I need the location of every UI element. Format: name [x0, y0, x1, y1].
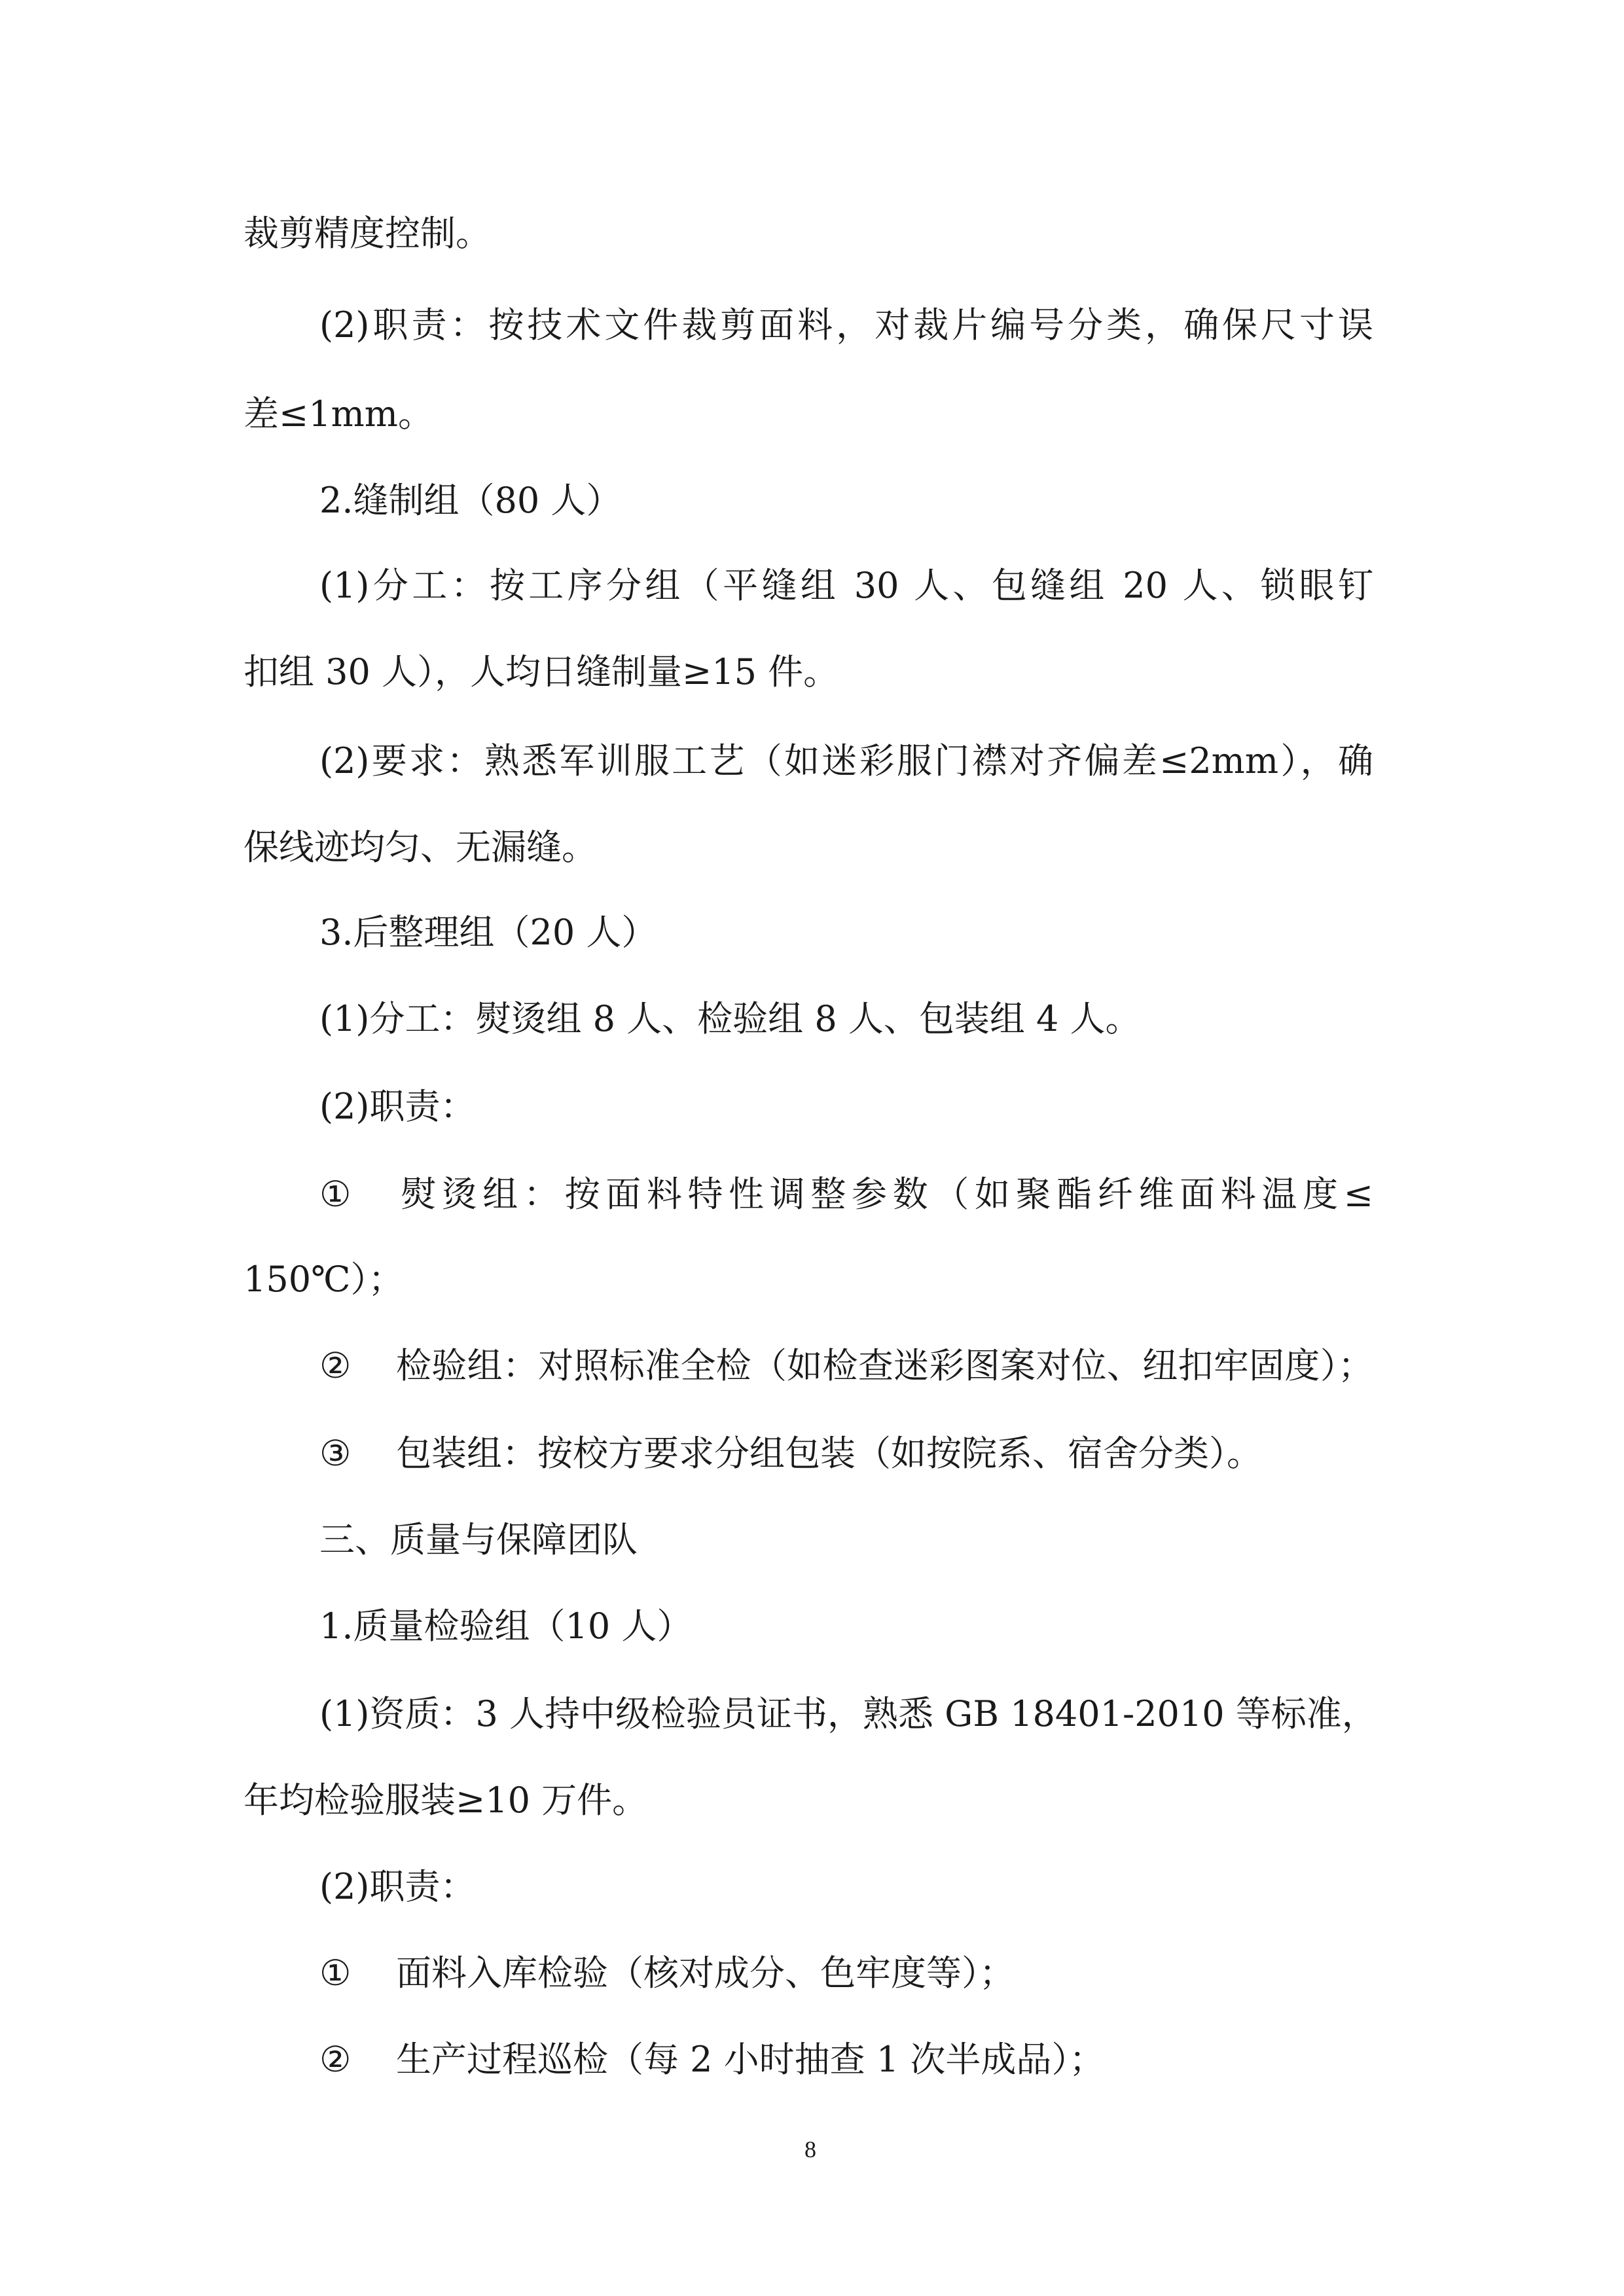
section-heading: 1.质量检验组（10 人） [319, 1605, 693, 1647]
text-line: 裁剪精度控制。 [244, 213, 491, 254]
list-marker: ② [319, 1345, 352, 1386]
list-marker: ① [319, 1952, 352, 1994]
text-line: (2)职责： [319, 1866, 476, 1907]
text-line: (1)资质：3 人持中级检验员证书，熟悉 GB 18401-2010 等标准， [319, 1693, 1377, 1734]
text-line: 扣组 30 人），人均日缝制量≥15 件。 [244, 651, 839, 692]
text-line: 差≤1mm。 [244, 393, 434, 435]
list-marker: ② [319, 2039, 352, 2080]
section-heading: 3.后整理组（20 人） [319, 912, 657, 953]
text-line: (2)职责： [319, 1086, 476, 1127]
text-line: (1)分工：按工序分组（平缝组 30 人、包缝组 20 人、锁眼钉 [319, 565, 1373, 606]
list-item: 检验组：对照标准全检（如检查迷彩图案对位、纽扣牢固度）； [396, 1345, 1373, 1386]
text-line: 150℃）； [244, 1259, 404, 1300]
section-heading: 2.缝制组（80 人） [319, 480, 622, 521]
list-item: 面料入库检验（核对成分、色牢度等）； [396, 1952, 1015, 1994]
text-line: (1)分工：熨烫组 8 人、检验组 8 人、包装组 4 人。 [319, 998, 1141, 1039]
text-line: 年均检验服装≥10 万件。 [244, 1780, 648, 1821]
section-heading: 三、质量与保障团队 [319, 1519, 638, 1560]
list-item: 熨烫组：按面料特性调整参数（如聚酯纤维面料温度≤ [401, 1174, 1373, 1215]
text-line: (2)要求：熟悉军训服工艺（如迷彩服门襟对齐偏差≤2mm），确 [319, 740, 1373, 781]
list-item: 包装组：按校方要求分组包装（如按院系、宿舍分类）。 [396, 1433, 1262, 1474]
text-line: (2)职责：按技术文件裁剪面料，对裁片编号分类，确保尺寸误 [319, 304, 1373, 346]
list-marker: ③ [319, 1433, 352, 1474]
page-number: 8 [804, 2136, 816, 2162]
list-item: 生产过程巡检（每 2 小时抽查 1 次半成品）； [396, 2039, 1105, 2080]
text-line: 保线迹均匀、无漏缝。 [244, 827, 597, 868]
list-marker: ① [319, 1174, 352, 1215]
